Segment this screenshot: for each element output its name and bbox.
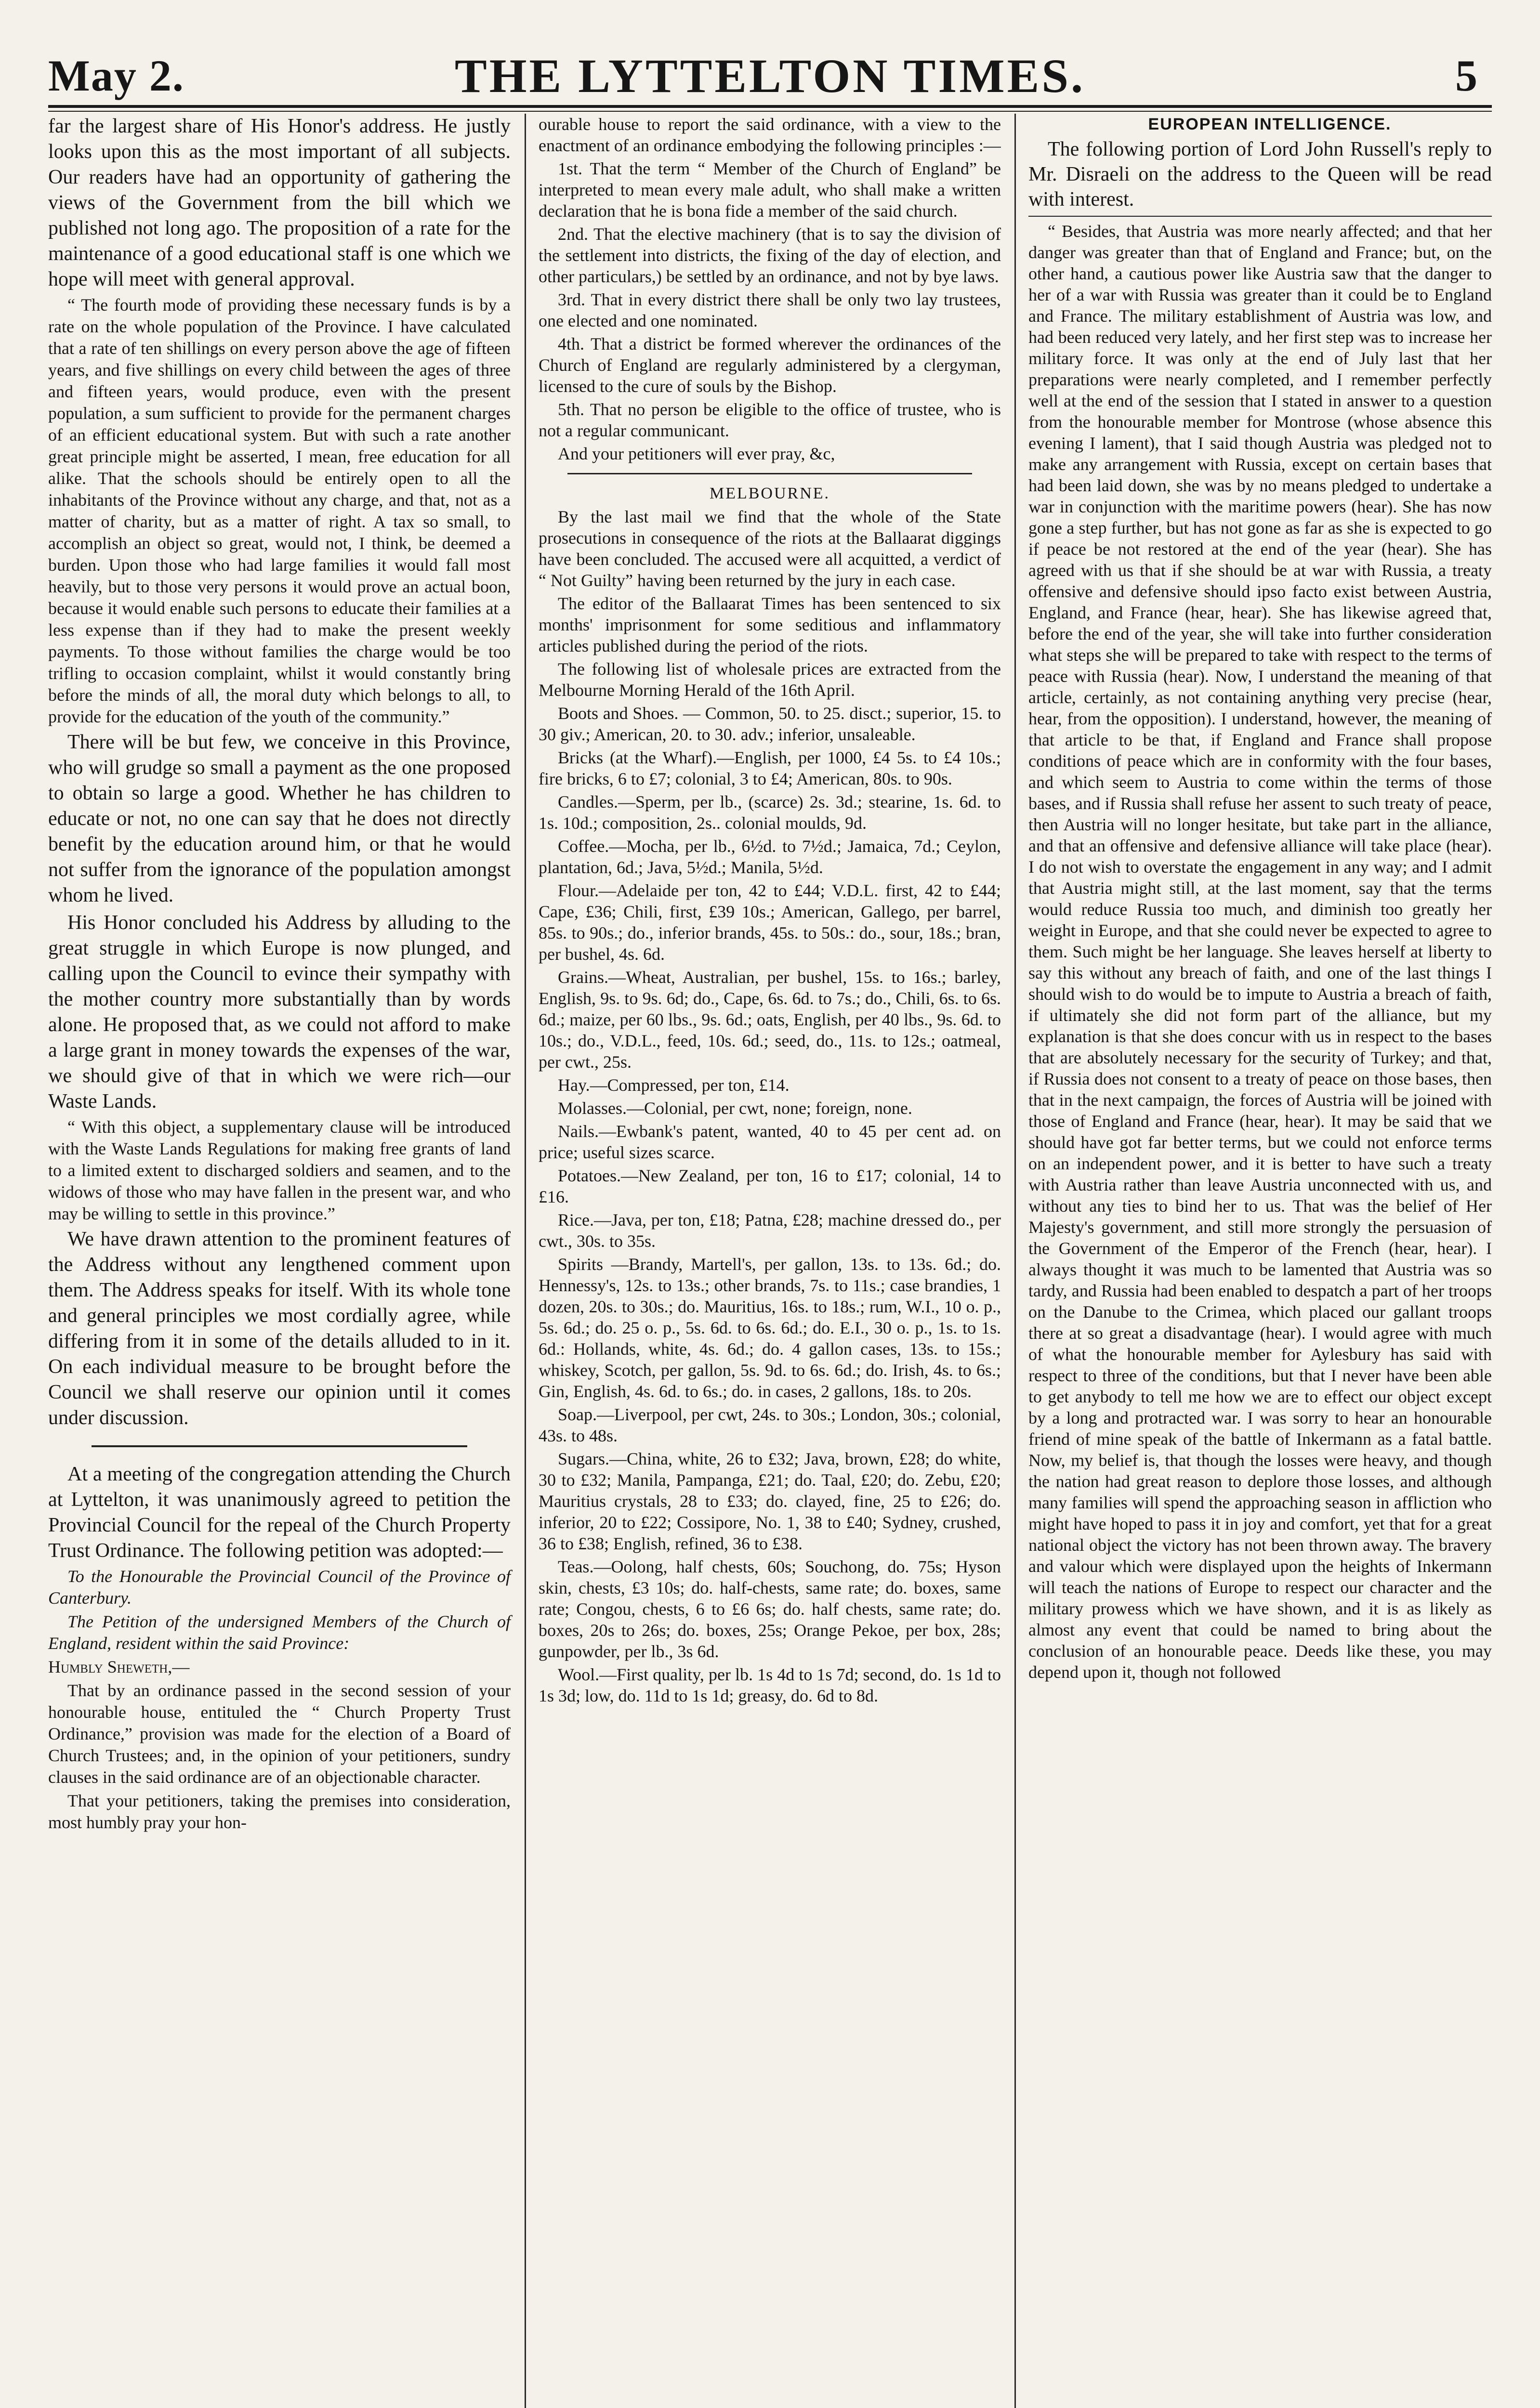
price-entry: Flour.—Adelaide per ton, 42 to £44; V.D.L. first, 42 to £44; Cape, £36; Chili, first, £39 10s.; American, Gallego, per barrel, 85s. to 90s.; do., inferior brands, 45s. to 50s.: do., sour, 18s.; bran, per bushel, 4s. 6d. [539,881,1001,964]
news-paragraph: The editor of the Ballaarat Times has been sentenced to six months' imprisonment for some seditious and inflammatory articles published during the period of the riots. [539,594,1001,655]
price-entry: Nails.—Ewbank's patent, wanted, 40 to 45 per cent ad. on price; useful sizes scarce. [539,1122,1001,1162]
page-number: 5 [1455,51,1477,100]
petition-paragraph: That by an ordinance passed in the second session of your honourable house, entituled the “ Church Property Trust Ordinance,” provision was made for the election of a Board of Church Trustees; and, in the opinion of your petitioners, sundry clauses in the said ordinance are of an objectionable character. [48,1681,511,1787]
price-entry: Soap.—Liverpool, per cwt, 24s. to 30s.; London, 30s.; colonial, 43s. to 48s. [539,1405,1001,1445]
column-divider [1014,114,1016,2408]
header-rule [48,105,1492,108]
column-2 [539,114,1001,1708]
petition-title: The Petition of the undersigned Members of the Church of England, resident within the said Province: [48,1612,511,1653]
section-divider [1028,216,1492,217]
intro-paragraph: The following portion of Lord John Russell's reply to Mr. Disraeli on the address to the Queen will be read with interest. [1028,138,1492,210]
petition-salutation: Humbly Sheweth,— [48,1657,190,1676]
price-entry: Boots and Shoes. — Common, 50. to 25. disct.; superior, 15. to 30 giv.; American, 20. to 30. adv.; inferior, unsaleable. [539,704,1001,744]
price-entry: Grains.—Wheat, Australian, per bushel, 15s. to 16s.; barley, English, 9s. to 9s. 6d; do., Cape, 6s. 6d. to 7s.; do., Chili, 6s. to 6s. 6d.; maize, per 60 lbs., 9s. 6d.; oats, English, per 40 lbs., 9s. 6d. to 10s.; do., V.D.L., feed, 10s. 6d.; seed, do., 11s. to 12s.; oatmeal, per cwt., 25s. [539,968,1001,1072]
article-paragraph: His Honor concluded his Address by alluding to the great struggle in which Europe is now plunged, and calling upon the Council to evince their sympathy with the mother country more substantially than by words alone. He proposed that, as we could not afford to make a large grant in money towards the expenses of the war, we should give of that in which we were rich—our Waste Lands. [48,912,511,1112]
issue-date: May 2. [48,51,184,100]
price-entry: Spirits —Brandy, Martell's, per gallon, 13s. to 13s. 6d.; do. Hennessy's, 12s. to 13s.; other brands, 7s. to 11s.; case brandies, 1 dozen, 20s. to 30s.; do. Mauritius, 16s. to 18s.; rum, W.I., 10 o. p., 5s. 6d.; do. 25 o. p., 5s. 6d. to 6s. 6d.; do. E.I., 30 o. p., 1s. to 1s. 6d.: Hollands, white, 4s. 6d.; do. 4 gallon cases, 13s. to 15s.; whiskey, Scotch, per gallon, 5s. 9d. to 6s. 6d.; do. Irish, 4s. to 6s.; Gin, English, 4s. 6d. to 6s.; do. in cases, 2 gallons, 18s. to 20s. [539,1255,1001,1401]
petition-closing: And your petitioners will ever pray, &c, [558,444,835,463]
section-divider [92,1445,467,1447]
header-rule-thin [48,111,1492,112]
section-heading-european: EUROPEAN INTELLIGENCE. [1148,115,1392,133]
article-paragraph: far the largest share of His Honor's address. He justly looks upon this as the most important of all subjects. Our readers have had an opportunity of gathering the views of the Government from the bill which we published not long ago. The proposition of a rate for the maintenance of a good educational staff is one which we hope will meet with general approval. [48,115,511,290]
price-entry: Candles.—Sperm, per lb., (scarce) 2s. 3d.; stearine, 1s. 6d. to 1s. 10d.; composition, 2s.. colonial moulds, 9d. [539,792,1001,833]
petition-item: 2nd. That the elective machinery (that is to say the division of the settlement into districts, the fixing of the day of election, and other particulars,) be settled by an ordinance, and not by bye laws. [539,224,1001,286]
article-paragraph: We have drawn attention to the prominent features of the Address without any lengthened comment upon them. The Address speaks for itself. With its whole tone and general principles we most cordially agree, while differing from it in some of the details alluded to in it. On each individual measure to be brought before the Council we shall reserve our opinion until it comes under discussion. [48,1228,511,1429]
column-1 [48,114,511,1835]
petition-item: 1st. That the term “ Member of the Church of England” be interpreted to mean every male adult, who shall make a written declaration that he is bona fide a member of the said church. [539,159,1001,221]
petition-item: 4th. That a district be formed wherever the ordinances of the Church of England are regularly administered by a clergyman, licensed to the cure of souls by the Bishop. [539,334,1001,396]
petition-paragraph: That your petitioners, taking the premises into consideration, most humbly pray your hon- [48,1791,511,1832]
petition-item: 3rd. That in every district there shall be only two lay trustees, one elected and one nominated. [539,290,1001,330]
article-paragraph: At a meeting of the congregation attending the Church at Lyttelton, it was unanimously agreed to petition the Provincial Council for the repeal of the Church Property Trust Ordinance. The following petition was adopted:— [48,1463,511,1562]
article-paragraph: There will be but few, we conceive in this Province, who will grudge so small a payment as the one proposed to obtain so large a good. Whether he has children to educate or not, no one can say that he does not directly benefit by the education around him, or that he would not suffer from the ignorance of the population amongst whom he lived. [48,731,511,906]
price-entry: Wool.—First quality, per lb. 1s 4d to 1s 7d; second, do. 1s 1d to 1s 3d; low, do. 11d to 1s 1d; greasy, do. 6d to 8d. [539,1665,1001,1705]
price-entry: Molasses.—Colonial, per cwt, none; foreign, none. [558,1099,912,1118]
price-entry: Bricks (at the Wharf).—English, per 1000, £4 5s. to £4 10s.; fire bricks, 6 to £7; colonial, 3 to £4; American, 80s. to 90s. [539,748,1001,788]
intro-block [1028,137,1492,212]
column-3 [1028,114,1492,1685]
petition-item: 5th. That no person be eligible to the office of trustee, who is not a regular communicant. [539,400,1001,440]
address-quote: “ With this object, a supplementary clause will be introduced with the Waste Lands Regulations for making free grants of land to a limited extent to discharged soldiers and seamen, and to the widows of those who may have fallen in the present war, and who may be willing to settle in this province.” [48,1117,511,1223]
petition-address: To the Honourable the Provincial Council of the Province of Canterbury. [48,1567,511,1608]
column-divider [525,114,526,2408]
news-paragraph: By the last mail we find that the whole of the State prosecutions in consequence of the riots at the Ballaarat diggings have been concluded. The accused were all acquitted, a verdict of “ Not Guilty” having been returned by the jury in each case. [539,507,1001,590]
price-entry: Sugars.—China, white, 26 to £32; Java, brown, £28; do white, 30 to £32; Manila, Pampanga, £21; do. Taal, £20; do. Zebu, £20; Mauritius crystals, 28 to £33; do. clayed, fine, 25 to £26; do. inferior, 20 to £22; Cossipore, No. 1, 38 to £40; Sydney, crushed, 36 to £38; English, refined, 36 to £38. [539,1449,1001,1553]
price-entry: Hay.—Compressed, per ton, £14. [558,1075,790,1095]
price-entry: Potatoes.—New Zealand, per ton, 16 to £17; colonial, 14 to £16. [539,1166,1001,1206]
news-paragraph: The following list of wholesale prices are extracted from the Melbourne Morning Herald of the 16th April. [539,659,1001,700]
price-entry: Teas.—Oolong, half chests, 60s; Souchong, do. 75s; Hyson skin, chests, £3 10s; do. half-chests, same rate; do. boxes, same rate; Congou, chests, 6 to £6 6s; do. half chests, same rate; do. boxes, 20s to 26s; do. boxes, 25s; Orange Pekoe, per box, 28s; gunpowder, per lb., 3s 6d. [539,1557,1001,1661]
price-entry: Coffee.—Mocha, per lb., 6½d. to 7½d.; Jamaica, 7d.; Ceylon, plantation, 6d.; Java, 5½d.; Manila, 5½d. [539,837,1001,877]
section-heading-melbourne: MELBOURNE. [709,484,830,502]
price-entry: Rice.—Java, per ton, £18; Patna, £28; machine dressed do., per cwt., 30s. to 35s. [539,1210,1001,1251]
newspaper-title: THE LYTTELTON TIMES. [455,49,1085,103]
masthead [48,29,1492,116]
address-quote: “ The fourth mode of providing these necessary funds is by a rate on the whole population of the Province. I have calculated that a rate of ten shillings on every person above the age of fifteen years, and five shillings on every child between the ages of three and fifteen years, would produce, even with the present population, a sum sufficient to provide for the permanent charges of an efficient educational system. But with such a rate another great principle might be asserted, I mean, free education for all alike. That the schools should be entirely open to all the inhabitants of the Province without any charge, and that, not as a matter of charity, but as a matter of right. A tax so small, to accomplish an object so great, would not, I think, be deemed a burden. Upon those who had large families it would fall most heavily, but to those very persons it would prove an actual boon, because it would enable such persons to educate their families at a less expense than if they had to make the present weekly payments. To those without families the charge would be too trifling to occasion complaint, whilst it would constantly bring before the minds of all, the moral duty which belongs to all, to provide for the education of the youth of the community.” [48,295,511,726]
petition-paragraph: ourable house to report the said ordinance, with a view to the enactment of an ordinance embodying the following principles :— [539,115,1001,155]
speech-text: “ Besides, that Austria was more nearly affected; and that her danger was greater than that of England and France; but, on the other hand, a cautious power like Austria saw that the danger to her of a war with Russia was greater than it could be to England and France. The military establishment of Austria was low, and had been reduced very lately, and her first step was to increase her military force. It was only at the end of July last that her preparations were nearly completed, and I remember perfectly well at the end of the session that I stated in answer to a question from the honourable member for Montrose (whose absence this evening I lament), that I said though Austria was pledged not to make any arrangement with Russia, except on certain bases that had been laid down, she was by no means pledged to undertake a war in conjunction with the maritime powers (hear). She has now gone a step further, but has not gone as far as she is expected to go if peace be not restored at the end of the year (hear). She has agreed with us that if she should be at war with Russia, a treaty offensive and defensive should ipso facto exist between Austria, England, and France (hear, hear). She has likewise agreed that, before the end of the year, she will take into further consideration what steps she will be prepared to take with respect to the terms of peace with Russia (hear). Now, I understand the meaning of that article, certainly, as not containing anything very precise (hear, hear, from the opposition). I understand, however, the meaning of that article to be that, if England and France shall propose conditions of peace which are in conformity with the four bases, and which seem to Austria to come within the terms of those bases, and if Russia shall refuse her assent to such treaty of peace, then Austria will no longer hesitate, but take part in the alliance, and that an offensive and defensive alliance will take place (hear). I do not wish to overstate the engagement in any way; and I admit that Austria might still, at the last moment, say that the terms would reduce Russia too much, and diminish too greatly her weight in Europe, and that she could never be expected to agree to them. Such might be her language. She leaves herself at liberty to say this without any breach of faith, and one of the last things I should wish to do would be to impute to Austria a breach of faith, if ultimately she did not form part of the alliance, but my explanation is that she does concur with us in respect to the bases that are absolutely necessary for the security of Turkey; and that, if Russia does not consent to a treaty of peace on those bases, then that in the next campaign, the forces of Austria will be joined with those of England and France (hear, hear). It may be said that we should have got far better terms, but we could not enforce terms on an independent power, and it is better to have such a treaty with Austria rather than leave Austria unconnected with us, and without any ties to bind her to us. That was the belief of Her Majesty's government, and still more strongly the persuasion of the Government of the Emperor of the French (hear, hear). I always thought it was much to be lamented that Austria was so tardy, and Russia had been enabled to despatch a part of her troops on the Danube to the Crimea, which placed our gallant troops there at so great a disadvantage (hear). I would agree with much of what the honourable member for Aylesbury has said with respect to three of the conditions, but that I never have been able to get anybody to tell me how we are to effect our object except by a long and protracted war. I was sorry to hear an honourable friend of mine speak of the battle of Inkermann as a fatal battle. Now, my belief is, that though the losses were heavy, and though the nation had great reason to deplore those losses, and although many families will spend the approaching season in affliction who might have hoped to pass it in joy and comfort, yet that for a great national object the victory has not been thrown away. The bravery and valour which were displayed upon the heights of Inkermann will teach the nations of Europe to respect our character and the military prowess which we have shown, and it is as likely as almost any event that could be named to bring about the conclusion of an honourable peace. Deeds like these, you may depend upon it, though not followed [1028,222,1492,1682]
section-divider [567,473,972,474]
